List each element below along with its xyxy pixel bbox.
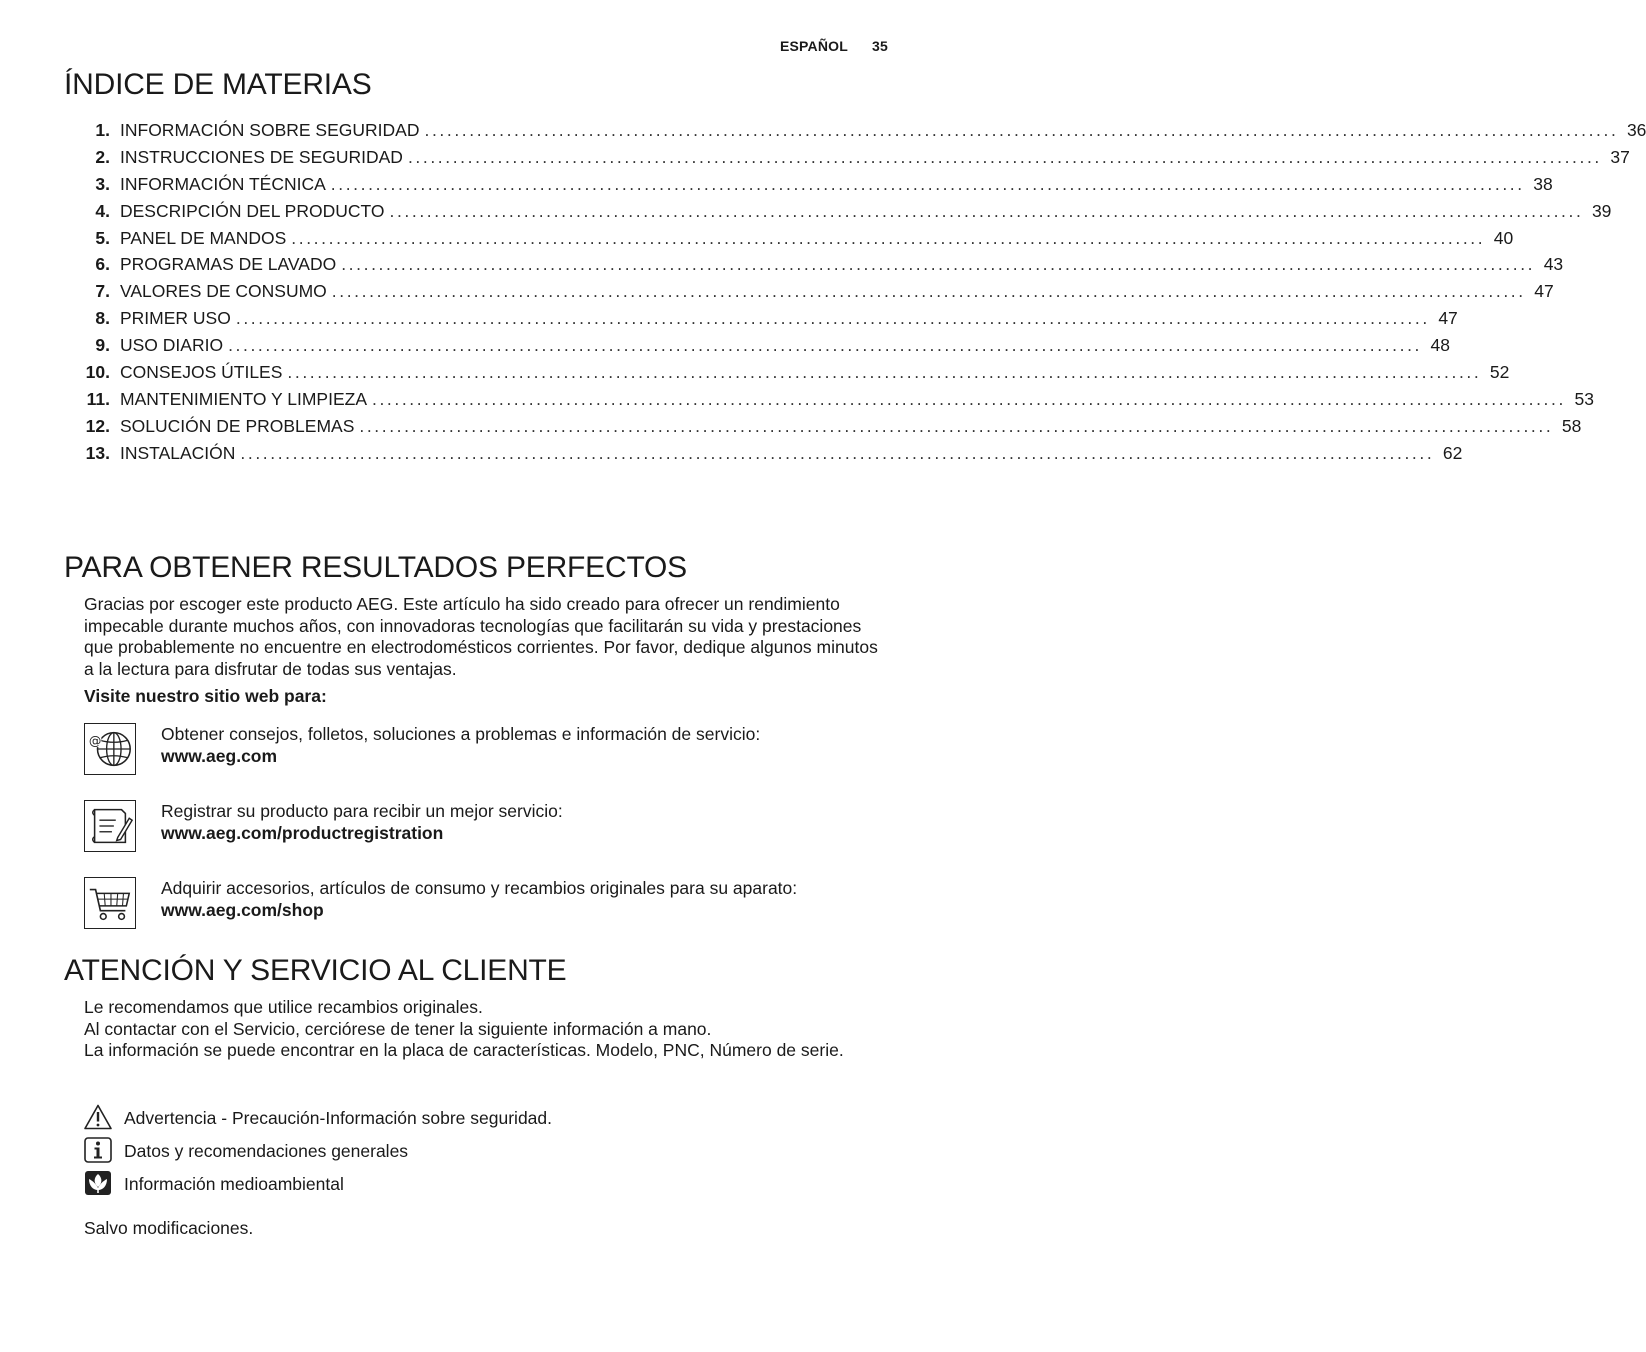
toc-number: 11. [86,388,110,409]
link-text-registration [161,800,901,844]
service-line: Al contactar con el Servicio, cerciórese de tener la siguiente información a mano. [84,1018,712,1039]
toc-row[interactable] [80,254,1564,281]
results-intro: Gracias por escoger este producto AEG. Este artículo ha sido creado para ofrecer un rendimiento impecable durante muchos años, con innovadoras tecnologías que facilitarán su vida y prestaciones que probablemente no encuentre en electrodomésticos corrientes. Por favor, dedique algunos minutos a la lectura para disfrutar de todas sus ventajas. [84,594,878,679]
toc-leader-dots: ................................................................................................................................................................ [372,388,1566,409]
environment-icon [84,1170,112,1196]
toc-page-number: 37 [1610,146,1630,167]
link-description: Obtener consejos, folletos, soluciones a problemas e información de servicio: [161,724,761,744]
toc-page-number: 40 [1493,227,1514,248]
toc-number: 4. [95,200,110,221]
service-heading: ATENCIÓN Y SERVICIO AL CLIENTE [64,954,567,987]
legend-text: Información medioambiental [124,1174,344,1194]
toc-leader-dots: ................................................................................................................................................................ [424,120,1619,140]
toc-number: 3. [95,173,110,194]
header-language: ESPAÑOL [779,38,849,54]
link-url[interactable]: www.aeg.com [161,746,278,766]
toc-leader-dots: ................................................................................................................................................................ [341,254,1536,275]
toc-number: 13. [85,442,110,463]
toc-row[interactable] [80,335,1451,362]
page-header [780,38,888,54]
toc-row[interactable] [80,388,1594,416]
toc-row[interactable] [80,308,1458,335]
toc-page-number: 53 [1574,388,1594,409]
shopping-cart-icon [84,877,136,929]
link-description: Registrar su producto para recibir un mejor servicio: [161,801,563,821]
toc-leader-dots: ................................................................................................................................................................ [235,308,1430,329]
toc-leader-dots: ................................................................................................................................................................ [389,200,1584,221]
toc-page-number: 39 [1591,200,1612,221]
toc-number: 10. [85,362,110,383]
toc-title: INSTRUCCIONES DE SEGURIDAD [120,146,403,167]
warning-icon [84,1104,112,1130]
toc-row[interactable] [80,362,1510,389]
toc-title: PRIMER USO [120,308,231,329]
toc-title: VALORES DE CONSUMO [120,281,327,302]
toc-page-number: 62 [1442,442,1463,463]
toc-row[interactable] [80,120,1646,147]
toc-leader-dots: ................................................................................................................................................................ [331,281,1526,302]
link-url[interactable]: www.aeg.com/shop [161,900,324,920]
toc-title: USO DIARIO [120,335,224,356]
globe-at-icon [84,723,136,775]
toc-title: SOLUCIÓN DE PROBLEMAS [120,415,355,436]
toc-title: MANTENIMIENTO Y LIMPIEZA [120,388,367,409]
visit-label: Visite nuestro sitio web para: [84,686,327,706]
header-page-number: 35 [872,38,888,54]
toc-number: 8. [95,308,110,329]
toc-row[interactable] [80,146,1630,174]
toc-number: 6. [95,254,110,275]
toc-row[interactable] [80,227,1514,255]
toc-title: PANEL DE MANDOS [120,227,287,248]
link-url[interactable]: www.aeg.com/productregistration [161,823,444,843]
footer-note: Salvo modificaciones. [84,1218,254,1238]
legend-text: Advertencia - Precaución-Información sobre seguridad. [124,1108,552,1128]
toc-number: 1. [95,120,110,140]
toc-page-number: 47 [1534,281,1554,302]
service-text [84,997,884,1062]
toc-title: INFORMACIÓN SOBRE SEGURIDAD [120,120,420,140]
toc-page-number: 52 [1489,362,1510,383]
toc-page-number: 36 [1626,120,1646,140]
toc-row[interactable] [80,415,1582,443]
toc-leader-dots: ................................................................................................................................................................ [291,227,1486,248]
toc-leader-dots: ................................................................................................................................................................ [287,362,1482,383]
toc-title: CONSEJOS ÚTILES [120,362,283,383]
info-icon [84,1137,112,1163]
toc-row[interactable] [80,281,1554,308]
link-text-info [161,723,901,767]
toc-page-number: 38 [1533,173,1553,194]
table-of-contents [80,120,1646,470]
toc-page-number: 43 [1543,254,1564,275]
toc-leader-dots: ................................................................................................................................................................ [359,415,1554,436]
toc-leader-dots: ................................................................................................................................................................ [240,442,1435,463]
toc-title: DESCRIPCIÓN DEL PRODUCTO [120,200,385,221]
toc-heading: ÍNDICE DE MATERIAS [64,68,372,101]
service-line: La información se puede encontrar en la placa de características. Modelo, PNC, Número de serie. [84,1040,844,1060]
toc-row[interactable] [80,442,1463,470]
toc-page-number: 47 [1438,308,1458,329]
toc-number: 12. [85,415,110,436]
toc-number: 5. [95,227,110,248]
toc-row[interactable] [80,200,1612,228]
toc-title: PROGRAMAS DE LAVADO [120,254,337,275]
toc-leader-dots: ................................................................................................................................................................ [228,335,1423,356]
toc-page-number: 58 [1561,415,1582,436]
toc-number: 7. [95,281,110,302]
toc-page-number: 48 [1430,335,1451,356]
toc-number: 2. [95,146,110,167]
toc-leader-dots: ................................................................................................................................................................ [407,146,1602,167]
toc-number: 9. [95,335,110,356]
service-line: Le recomendamos que utilice recambios originales. [84,997,483,1017]
registration-form-icon [84,800,136,852]
legend-text: Datos y recomendaciones generales [124,1141,409,1161]
link-text-shop [161,877,901,921]
toc-leader-dots: ................................................................................................................................................................ [330,173,1525,194]
toc-title: INFORMACIÓN TÉCNICA [120,173,326,194]
toc-row[interactable] [80,173,1553,201]
link-description: Adquirir accesorios, artículos de consumo y recambios originales para su aparato: [161,878,798,898]
svg-text:@: @ [88,733,102,749]
results-heading: PARA OBTENER RESULTADOS PERFECTOS [64,551,687,584]
toc-title: INSTALACIÓN [120,442,236,463]
